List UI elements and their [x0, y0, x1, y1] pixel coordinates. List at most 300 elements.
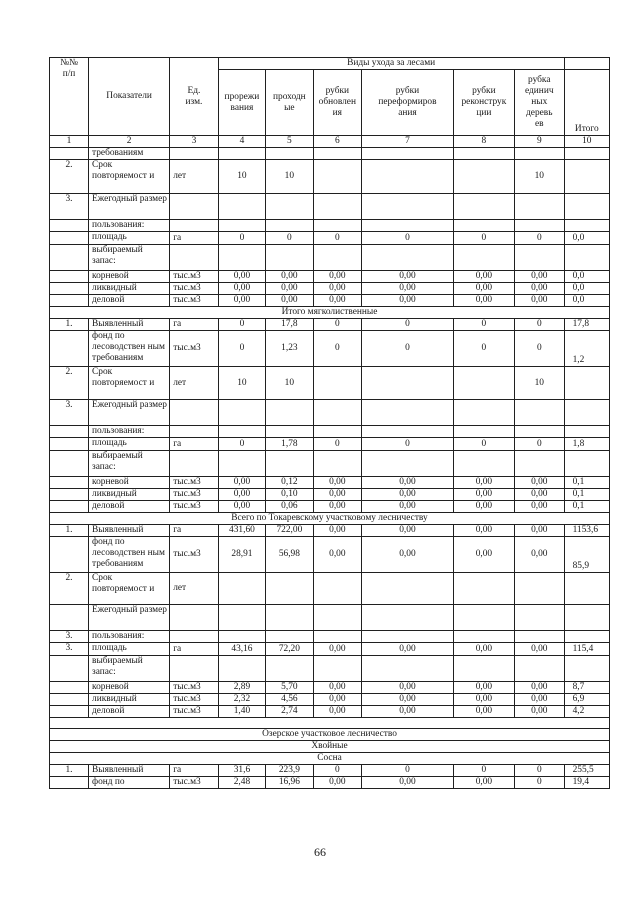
- indicator-cell: Срок повторяемост и: [89, 573, 170, 605]
- table-row: [50, 367, 610, 400]
- value-cell: [453, 605, 514, 631]
- value-cell: 0: [514, 319, 564, 331]
- col-number: 10: [564, 136, 609, 148]
- row-number-cell: [50, 489, 89, 501]
- total-cell: [564, 451, 609, 477]
- value-cell: 2,74: [266, 706, 313, 718]
- value-cell: [453, 631, 514, 643]
- value-cell: [218, 656, 265, 682]
- table-row: [50, 194, 610, 220]
- value-cell: 0,00: [362, 777, 454, 789]
- value-cell: 0,00: [313, 525, 362, 537]
- row-number-cell: [50, 501, 89, 513]
- value-cell: 0: [218, 319, 265, 331]
- header-blank: [564, 58, 609, 70]
- total-cell: [564, 148, 609, 160]
- table-row: [50, 283, 610, 295]
- value-cell: [266, 451, 313, 477]
- value-cell: [218, 220, 265, 232]
- value-cell: 0,00: [514, 477, 564, 489]
- value-cell: 16,96: [266, 777, 313, 789]
- value-cell: [362, 160, 454, 194]
- value-cell: [362, 451, 454, 477]
- value-cell: 0,00: [514, 295, 564, 307]
- value-cell: 0: [266, 232, 313, 245]
- row-number-cell: [50, 777, 89, 789]
- indicator-cell: Ежегодный размер: [89, 605, 170, 631]
- value-cell: [313, 426, 362, 438]
- unit-cell: [170, 220, 219, 232]
- col-number: 9: [514, 136, 564, 148]
- section-row: [50, 307, 610, 319]
- row-number-cell: [50, 245, 89, 271]
- value-cell: [313, 605, 362, 631]
- value-cell: 0,00: [514, 489, 564, 501]
- section-row: [50, 753, 610, 765]
- indicator-cell: Выявленный: [89, 765, 170, 777]
- table-row: [50, 148, 610, 160]
- table-row: [50, 160, 610, 194]
- unit-cell: лет: [170, 367, 219, 400]
- table-row: [50, 777, 610, 789]
- value-cell: [313, 400, 362, 426]
- value-cell: 0: [453, 331, 514, 367]
- value-cell: 0: [362, 438, 454, 451]
- unit-cell: тыс.м3: [170, 682, 219, 694]
- row-number-cell: 1.: [50, 319, 89, 331]
- value-cell: 0: [514, 777, 564, 789]
- value-cell: [313, 656, 362, 682]
- value-cell: [218, 451, 265, 477]
- value-cell: 0: [218, 232, 265, 245]
- value-cell: [362, 245, 454, 271]
- value-cell: 0,00: [514, 525, 564, 537]
- unit-cell: [170, 656, 219, 682]
- value-cell: 0: [453, 232, 514, 245]
- value-cell: 0: [218, 438, 265, 451]
- unit-cell: тыс.м3: [170, 537, 219, 573]
- indicator-cell: Ежегодный размер: [89, 194, 170, 220]
- total-cell: 17,8: [564, 319, 609, 331]
- total-cell: [564, 220, 609, 232]
- indicator-cell: корневой: [89, 682, 170, 694]
- table-row: [50, 656, 610, 682]
- value-cell: 0,00: [313, 643, 362, 656]
- table-row: [50, 477, 610, 489]
- value-cell: [514, 400, 564, 426]
- row-number-cell: 3.: [50, 400, 89, 426]
- col-number: 6: [313, 136, 362, 148]
- value-cell: 0,00: [362, 706, 454, 718]
- value-cell: 0,00: [313, 477, 362, 489]
- total-cell: [564, 656, 609, 682]
- total-cell: [564, 631, 609, 643]
- row-number-cell: [50, 271, 89, 283]
- value-cell: [362, 367, 454, 400]
- total-cell: [564, 367, 609, 400]
- value-cell: 0: [313, 438, 362, 451]
- value-cell: [362, 605, 454, 631]
- value-cell: [218, 148, 265, 160]
- value-cell: [362, 631, 454, 643]
- value-cell: 10: [218, 367, 265, 400]
- value-cell: [266, 400, 313, 426]
- value-cell: 0: [514, 331, 564, 367]
- value-cell: 0: [313, 319, 362, 331]
- value-cell: [514, 631, 564, 643]
- value-cell: 722,00: [266, 525, 313, 537]
- value-cell: 0,00: [453, 682, 514, 694]
- value-cell: 10: [266, 367, 313, 400]
- value-cell: 0,00: [514, 271, 564, 283]
- value-cell: 0,00: [218, 295, 265, 307]
- row-number-cell: [50, 477, 89, 489]
- value-cell: [266, 605, 313, 631]
- value-cell: 0,00: [218, 489, 265, 501]
- value-cell: 0,00: [362, 501, 454, 513]
- indicator-cell: Срок повторяемост и: [89, 367, 170, 400]
- header-unit: Ед. изм.: [170, 58, 219, 136]
- value-cell: 0,00: [453, 706, 514, 718]
- value-cell: 0,00: [453, 501, 514, 513]
- value-cell: 0,00: [453, 477, 514, 489]
- unit-cell: тыс.м3: [170, 777, 219, 789]
- total-cell: 0,1: [564, 489, 609, 501]
- value-cell: [218, 605, 265, 631]
- row-number-cell: [50, 694, 89, 706]
- indicator-cell: Выявленный: [89, 319, 170, 331]
- value-cell: 431,60: [218, 525, 265, 537]
- value-cell: 43,16: [218, 643, 265, 656]
- value-cell: [313, 194, 362, 220]
- row-number-cell: [50, 605, 89, 631]
- value-cell: 0,00: [362, 525, 454, 537]
- row-number-cell: [50, 295, 89, 307]
- value-cell: 1,23: [266, 331, 313, 367]
- value-cell: [453, 367, 514, 400]
- row-number-cell: 3.: [50, 643, 89, 656]
- value-cell: [453, 148, 514, 160]
- value-cell: 0,00: [313, 706, 362, 718]
- row-number-cell: [50, 682, 89, 694]
- section-row: [50, 718, 610, 729]
- unit-cell: тыс.м3: [170, 694, 219, 706]
- indicator-cell: площадь: [89, 232, 170, 245]
- value-cell: [362, 220, 454, 232]
- section-title: Итого мягколиственные: [50, 307, 610, 319]
- table-row: [50, 438, 610, 451]
- table-row: [50, 605, 610, 631]
- value-cell: [514, 220, 564, 232]
- table-body: [50, 148, 610, 789]
- unit-cell: [170, 605, 219, 631]
- value-cell: [218, 426, 265, 438]
- value-cell: 0,00: [313, 295, 362, 307]
- value-cell: 4,56: [266, 694, 313, 706]
- value-cell: [218, 400, 265, 426]
- value-cell: 10: [514, 367, 564, 400]
- value-cell: [514, 605, 564, 631]
- indicator-cell: пользования:: [89, 220, 170, 232]
- value-cell: 0: [313, 765, 362, 777]
- total-cell: [564, 573, 609, 605]
- value-cell: 0,00: [514, 706, 564, 718]
- section-title: [50, 718, 610, 729]
- row-number-cell: [50, 656, 89, 682]
- unit-cell: тыс.м3: [170, 501, 219, 513]
- row-number-cell: 1.: [50, 765, 89, 777]
- unit-cell: [170, 148, 219, 160]
- value-cell: 0: [362, 319, 454, 331]
- header-col-5: проходн ые: [266, 70, 313, 136]
- value-cell: 0: [514, 765, 564, 777]
- value-cell: [313, 367, 362, 400]
- col-number: 8: [453, 136, 514, 148]
- indicator-cell: деловой: [89, 295, 170, 307]
- value-cell: 0,00: [362, 643, 454, 656]
- value-cell: [362, 573, 454, 605]
- indicator-cell: корневой: [89, 477, 170, 489]
- value-cell: [266, 245, 313, 271]
- value-cell: [362, 148, 454, 160]
- table-row: [50, 271, 610, 283]
- value-cell: 17,8: [266, 319, 313, 331]
- value-cell: 0: [313, 232, 362, 245]
- value-cell: [266, 426, 313, 438]
- unit-cell: [170, 245, 219, 271]
- value-cell: 0,00: [218, 283, 265, 295]
- value-cell: [266, 148, 313, 160]
- row-number-cell: [50, 331, 89, 367]
- value-cell: 0,00: [514, 283, 564, 295]
- table-row: [50, 573, 610, 605]
- value-cell: [313, 220, 362, 232]
- indicator-cell: площадь: [89, 438, 170, 451]
- header-col-8: рубки реконструк ции: [453, 70, 514, 136]
- value-cell: [266, 194, 313, 220]
- value-cell: [218, 245, 265, 271]
- value-cell: [514, 148, 564, 160]
- value-cell: 0,00: [362, 682, 454, 694]
- col-number: 7: [362, 136, 454, 148]
- unit-cell: га: [170, 525, 219, 537]
- indicator-cell: деловой: [89, 706, 170, 718]
- table-row: [50, 319, 610, 331]
- header-col-10: Итого: [564, 70, 609, 136]
- total-cell: 4,2: [564, 706, 609, 718]
- total-cell: 85,9: [564, 537, 609, 573]
- indicator-cell: ликвидный: [89, 283, 170, 295]
- row-number-cell: [50, 232, 89, 245]
- value-cell: [514, 573, 564, 605]
- indicator-cell: Выявленный: [89, 525, 170, 537]
- value-cell: 0,00: [218, 477, 265, 489]
- unit-cell: [170, 631, 219, 643]
- table-row: [50, 682, 610, 694]
- value-cell: 0: [218, 331, 265, 367]
- indicator-cell: корневой: [89, 271, 170, 283]
- value-cell: 0,00: [362, 283, 454, 295]
- value-cell: [313, 631, 362, 643]
- value-cell: 1,78: [266, 438, 313, 451]
- unit-cell: тыс.м3: [170, 706, 219, 718]
- indicator-cell: требованиям: [89, 148, 170, 160]
- row-number-cell: [50, 438, 89, 451]
- value-cell: 2,32: [218, 694, 265, 706]
- value-cell: 0,00: [514, 682, 564, 694]
- total-cell: 1153,6: [564, 525, 609, 537]
- unit-cell: га: [170, 438, 219, 451]
- total-cell: [564, 400, 609, 426]
- unit-cell: га: [170, 643, 219, 656]
- value-cell: [266, 220, 313, 232]
- value-cell: [218, 573, 265, 605]
- table-row: [50, 525, 610, 537]
- value-cell: 0,00: [218, 501, 265, 513]
- value-cell: [453, 160, 514, 194]
- unit-cell: га: [170, 765, 219, 777]
- value-cell: [514, 656, 564, 682]
- table-row: [50, 295, 610, 307]
- total-cell: 0,0: [564, 271, 609, 283]
- value-cell: 0,00: [362, 489, 454, 501]
- value-cell: [266, 631, 313, 643]
- value-cell: 0,00: [313, 501, 362, 513]
- total-cell: 1,8: [564, 438, 609, 451]
- total-cell: 0,0: [564, 283, 609, 295]
- value-cell: [514, 451, 564, 477]
- value-cell: [514, 194, 564, 220]
- section-title: Озерское участковое лесничество: [50, 729, 610, 741]
- value-cell: 1,40: [218, 706, 265, 718]
- value-cell: 0,00: [362, 271, 454, 283]
- value-cell: [453, 220, 514, 232]
- total-cell: 0,0: [564, 232, 609, 245]
- total-cell: [564, 605, 609, 631]
- value-cell: [313, 573, 362, 605]
- total-cell: 0,0: [564, 295, 609, 307]
- value-cell: 0,00: [453, 537, 514, 573]
- value-cell: 0,00: [313, 271, 362, 283]
- value-cell: 0,00: [453, 489, 514, 501]
- value-cell: [362, 656, 454, 682]
- col-number: 2: [89, 136, 170, 148]
- value-cell: [362, 426, 454, 438]
- table-row: [50, 489, 610, 501]
- unit-cell: тыс.м3: [170, 331, 219, 367]
- forest-care-table: [49, 57, 610, 789]
- value-cell: 5,70: [266, 682, 313, 694]
- indicator-cell: пользования:: [89, 426, 170, 438]
- unit-cell: тыс.м3: [170, 283, 219, 295]
- indicator-cell: фонд по: [89, 777, 170, 789]
- row-number-cell: 1.: [50, 525, 89, 537]
- value-cell: 0,00: [313, 489, 362, 501]
- indicator-cell: Срок повторяемост и: [89, 160, 170, 194]
- row-number-cell: [50, 451, 89, 477]
- value-cell: 0,00: [453, 643, 514, 656]
- col-number: 1: [50, 136, 89, 148]
- value-cell: 10: [266, 160, 313, 194]
- value-cell: 0,00: [313, 283, 362, 295]
- unit-cell: [170, 400, 219, 426]
- section-title: Сосна: [50, 753, 610, 765]
- value-cell: [453, 194, 514, 220]
- unit-cell: [170, 451, 219, 477]
- unit-cell: га: [170, 319, 219, 331]
- value-cell: 2,89: [218, 682, 265, 694]
- value-cell: [453, 245, 514, 271]
- total-cell: [564, 245, 609, 271]
- value-cell: 0,00: [313, 694, 362, 706]
- table-row: [50, 400, 610, 426]
- value-cell: 10: [514, 160, 564, 194]
- indicator-cell: выбираемый запас:: [89, 451, 170, 477]
- col-number: 4: [218, 136, 265, 148]
- col-number: 3: [170, 136, 219, 148]
- value-cell: [514, 245, 564, 271]
- value-cell: 0,00: [362, 295, 454, 307]
- row-number-cell: [50, 283, 89, 295]
- section-title: Всего по Токаревскому участковому лесничеству: [50, 513, 610, 525]
- value-cell: 0,10: [266, 489, 313, 501]
- total-cell: 115,4: [564, 643, 609, 656]
- col-number: 5: [266, 136, 313, 148]
- total-cell: [564, 426, 609, 438]
- value-cell: [313, 148, 362, 160]
- value-cell: [266, 573, 313, 605]
- row-number-cell: [50, 537, 89, 573]
- value-cell: [266, 656, 313, 682]
- value-cell: 0,00: [218, 271, 265, 283]
- value-cell: [218, 631, 265, 643]
- total-cell: 6,9: [564, 694, 609, 706]
- table-row: [50, 643, 610, 656]
- table-row: [50, 537, 610, 573]
- indicator-cell: деловой: [89, 501, 170, 513]
- unit-cell: тыс.м3: [170, 271, 219, 283]
- section-row: [50, 741, 610, 753]
- unit-cell: тыс.м3: [170, 489, 219, 501]
- row-number-cell: 2.: [50, 573, 89, 605]
- unit-cell: лет: [170, 160, 219, 194]
- table-row: [50, 631, 610, 643]
- value-cell: [313, 451, 362, 477]
- value-cell: 0,00: [362, 694, 454, 706]
- value-cell: 0,06: [266, 501, 313, 513]
- unit-cell: [170, 426, 219, 438]
- value-cell: [313, 160, 362, 194]
- value-cell: 28,91: [218, 537, 265, 573]
- header-col-4: прорежи вания: [218, 70, 265, 136]
- total-cell: [564, 160, 609, 194]
- section-title: Хвойные: [50, 741, 610, 753]
- value-cell: 0,00: [514, 501, 564, 513]
- value-cell: 0: [453, 319, 514, 331]
- value-cell: [453, 400, 514, 426]
- indicator-cell: фонд по лесоводствен ным требованиям: [89, 537, 170, 573]
- table-row: [50, 765, 610, 777]
- section-row: [50, 513, 610, 525]
- value-cell: 0,00: [514, 694, 564, 706]
- value-cell: [453, 573, 514, 605]
- indicator-cell: ликвидный: [89, 489, 170, 501]
- value-cell: 0: [453, 765, 514, 777]
- value-cell: 0,00: [453, 525, 514, 537]
- table-row: [50, 426, 610, 438]
- header-care-types: Виды ухода за лесами: [218, 58, 564, 70]
- value-cell: 0: [514, 232, 564, 245]
